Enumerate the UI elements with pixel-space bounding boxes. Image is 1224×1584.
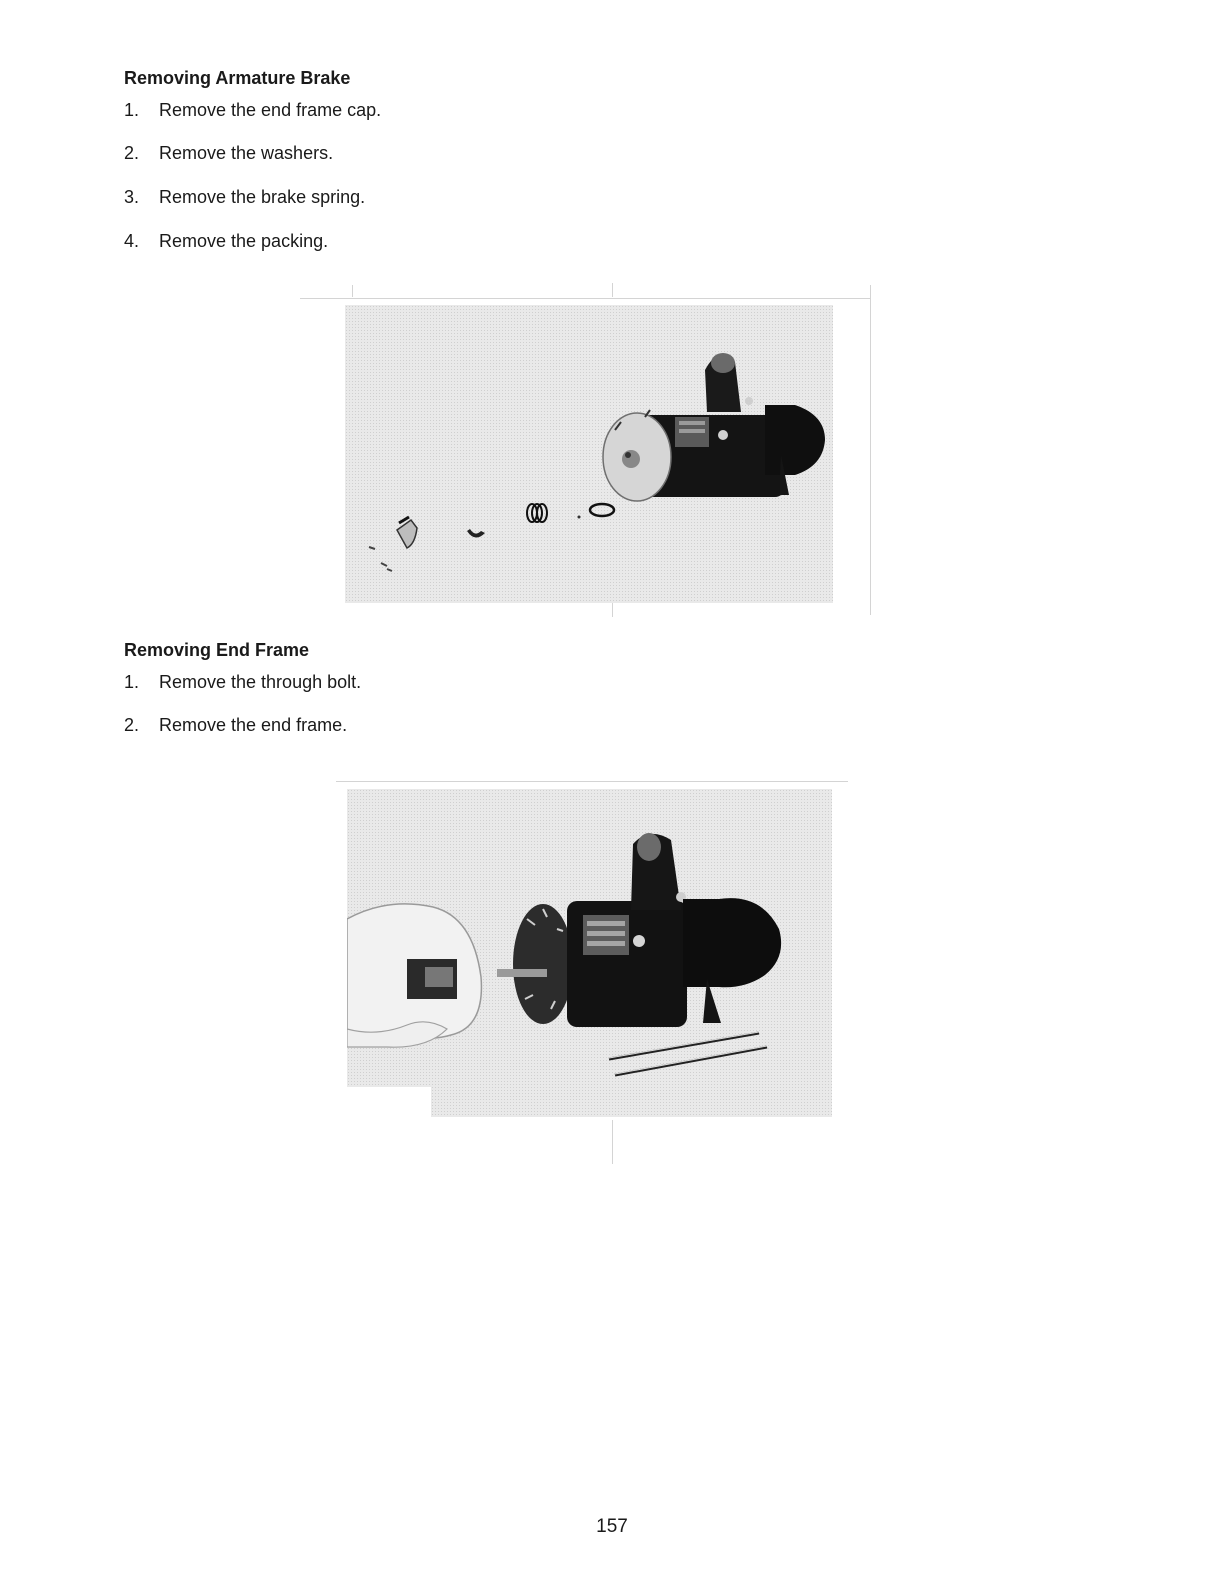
step-text: Remove the packing.: [159, 231, 329, 251]
list-item: [124, 231, 328, 252]
scan-guide-line: [612, 1120, 613, 1164]
step-number: 4.: [124, 231, 140, 251]
step-number: 2.: [124, 715, 140, 735]
step-text: Remove the through bolt.: [159, 672, 362, 692]
step-number: 1.: [124, 672, 140, 692]
step-text: Remove the end frame.: [159, 715, 348, 735]
list-item: [124, 100, 381, 121]
section-heading-armature-brake: Removing Armature Brake: [124, 68, 351, 88]
step-number: 3.: [124, 187, 140, 207]
starter-motor-end-frame-illustration: [347, 789, 832, 1117]
step-text: Remove the brake spring.: [159, 187, 366, 207]
scan-guide-line: [612, 283, 613, 297]
list-item: [124, 715, 347, 736]
scan-guide-line: [336, 781, 848, 782]
step-number: 2.: [124, 143, 140, 163]
list-item: [124, 143, 333, 164]
section-heading-end-frame: Removing End Frame: [124, 640, 310, 660]
list-item: [124, 672, 361, 693]
scan-guide-line: [612, 603, 613, 617]
scan-guide-line: [300, 298, 870, 299]
scan-guide-line: [352, 285, 353, 297]
list-item: [124, 187, 365, 208]
photo-end-frame-removal: [347, 789, 832, 1117]
step-text: Remove the washers.: [159, 143, 334, 163]
scan-guide-line: [870, 285, 871, 615]
step-text: Remove the end frame cap.: [159, 100, 382, 120]
step-number: 1.: [124, 100, 140, 120]
starter-motor-exploded-illustration: [345, 305, 833, 603]
page-number: 157: [596, 1516, 628, 1537]
photo-armature-brake-parts: [345, 305, 833, 603]
